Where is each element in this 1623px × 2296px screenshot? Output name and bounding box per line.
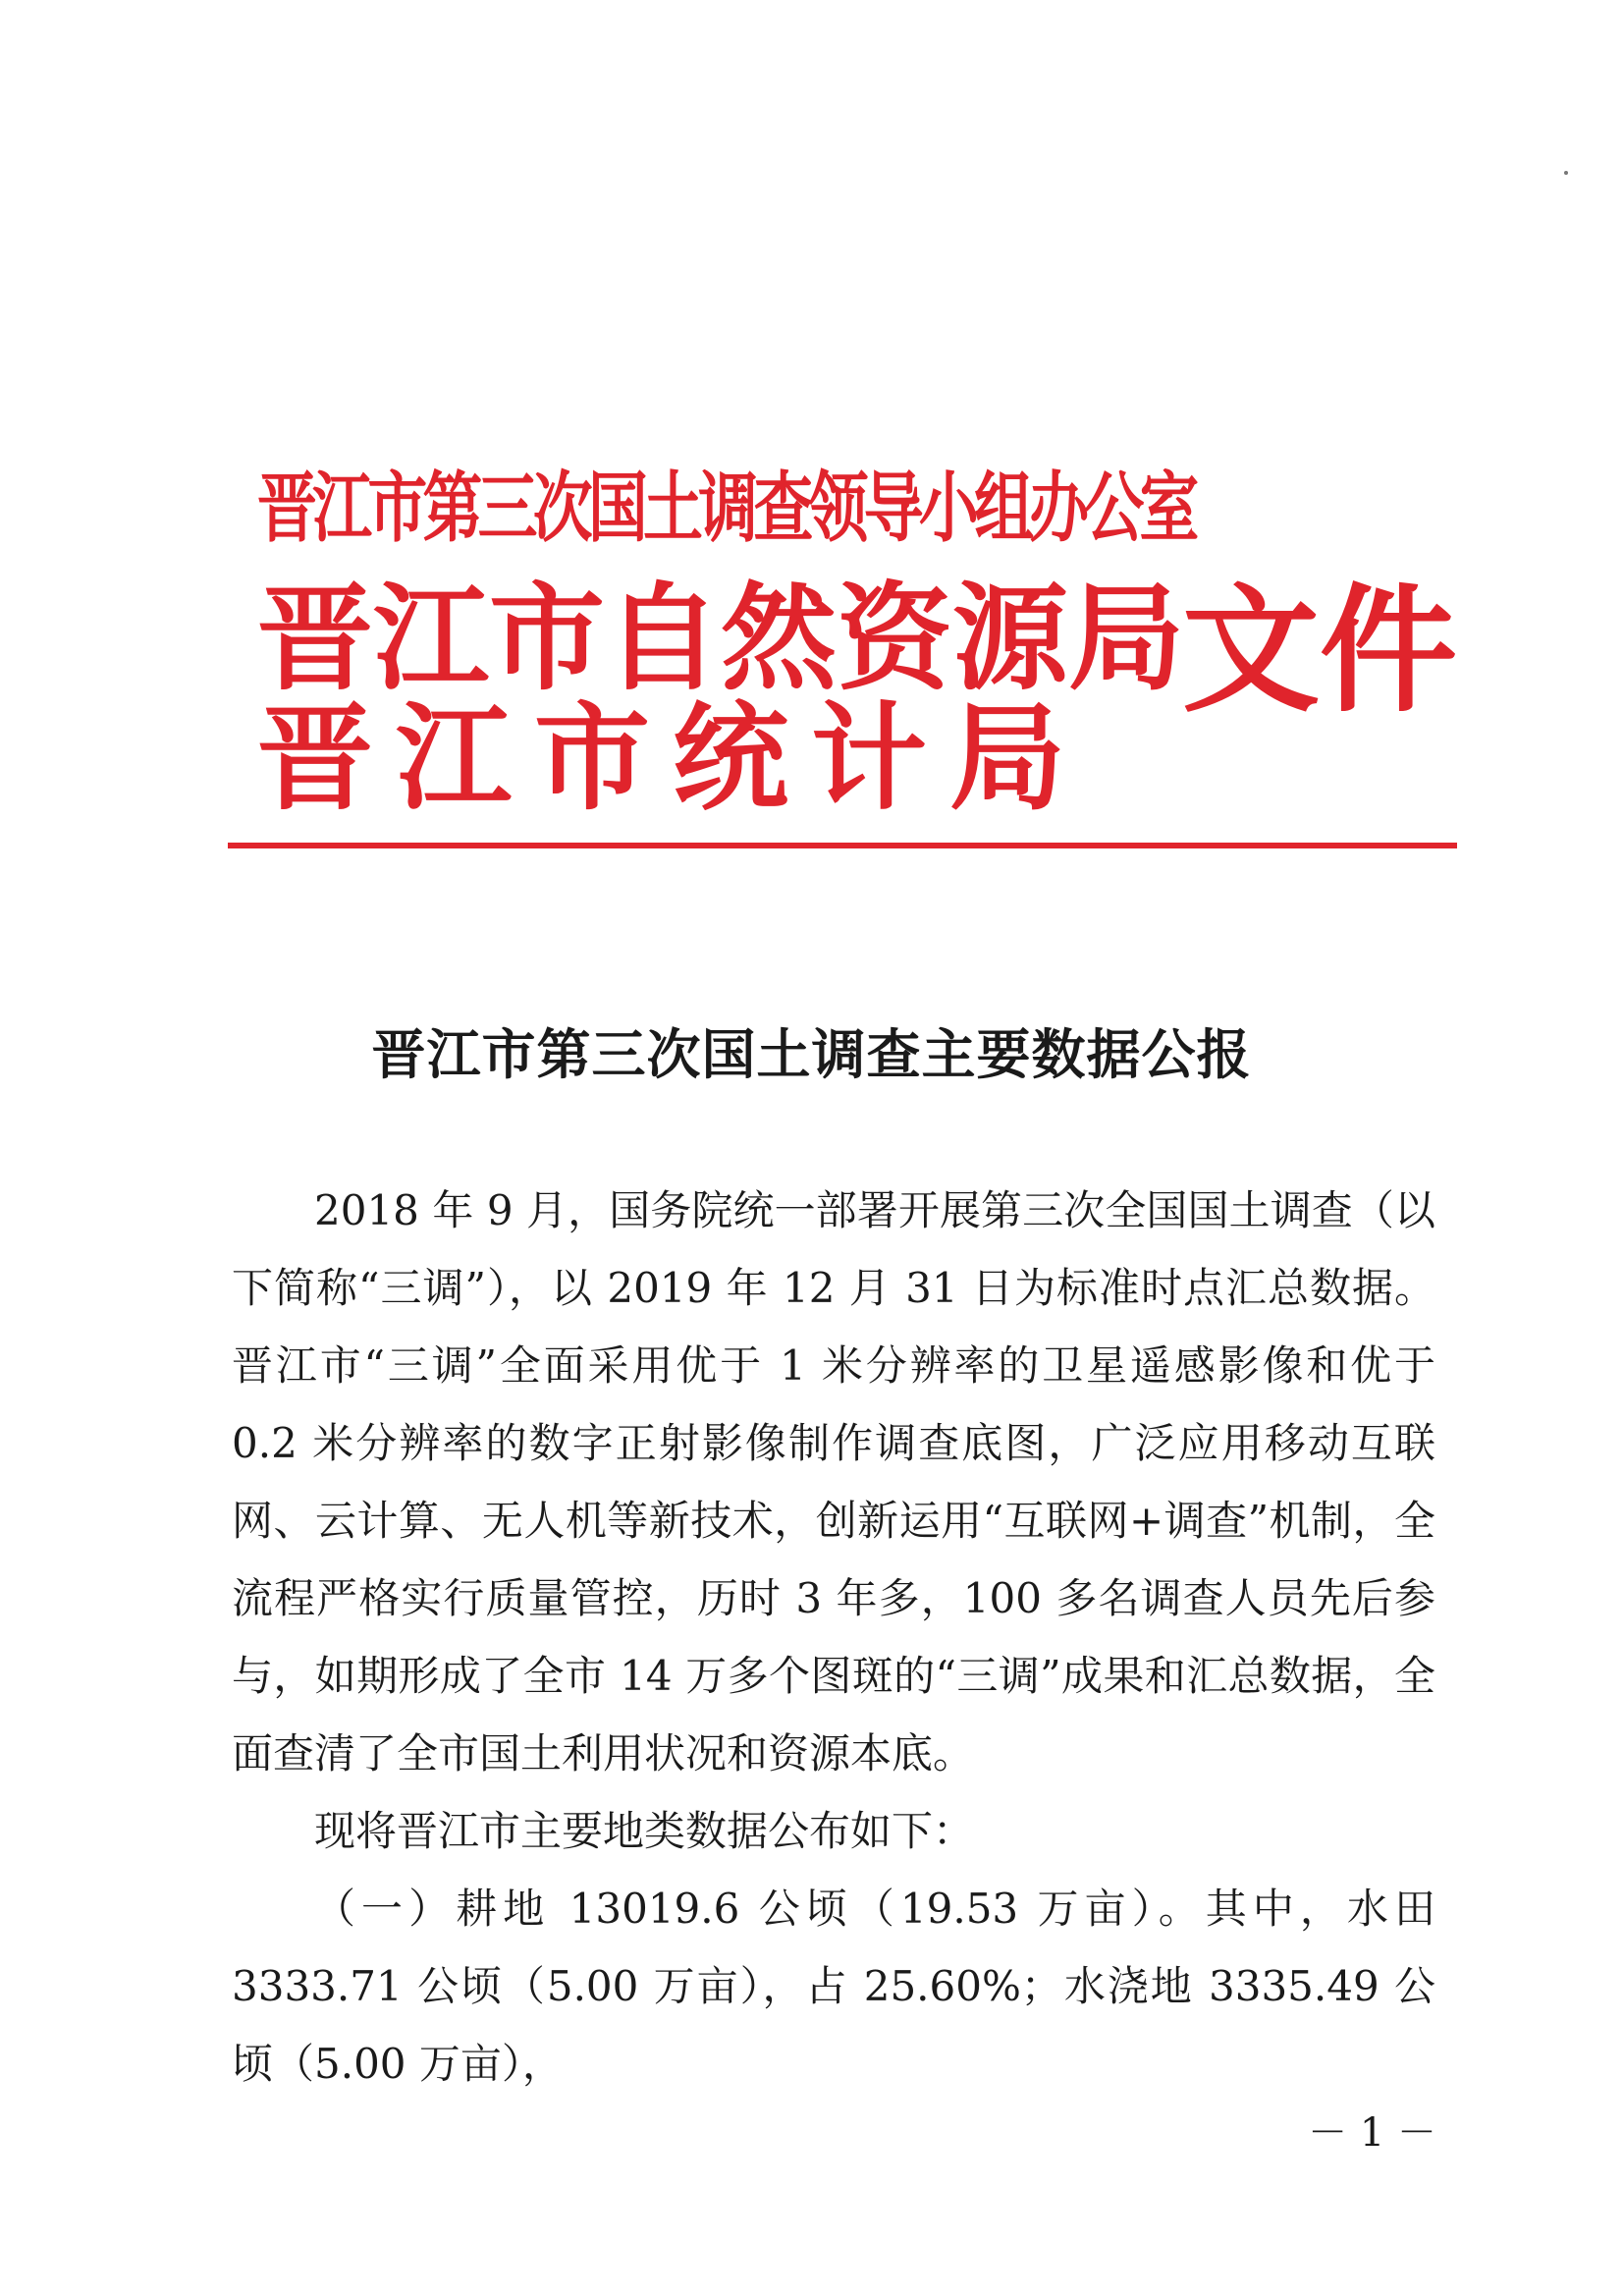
- document-type-label: 文件: [1182, 571, 1458, 732]
- red-header: [257, 447, 1458, 826]
- issuer-statistics-bureau: 晋江市统计局: [257, 689, 1089, 826]
- issuer-natural-resources-bureau: 晋江市自然资源局: [257, 570, 1185, 706]
- page-number: － 1 －: [1308, 2110, 1436, 2156]
- red-divider-line: [228, 843, 1457, 848]
- issuer-leading-group-office: 晋江市第三次国土调查领导小组办公室: [257, 464, 1195, 553]
- scan-speck: [1564, 171, 1568, 175]
- body-paragraph-cultivated-land: （一）耕地 13019.6 公顷（19.53 万亩）。其中，水田 3333.71 公顷（5.00 万亩），占 25.60%；水浇地 3335.49 公顷（5.00 万亩），: [232, 1885, 1435, 2088]
- body-paragraph-announcement: 现将晋江市主要地类数据公布如下：: [314, 1807, 975, 1855]
- document-title: 晋江市第三次国土调查主要数据公报: [371, 1022, 1252, 1086]
- document-body: [232, 1172, 1435, 2103]
- body-paragraph-intro: 2018 年 9 月，国务院统一部署开展第三次全国国土调查（以下简称“三调”），以 2019 年 12 月 31 日为标准时点汇总数据。晋江市“三调”全面采用优于 1 米分辨率的卫星遥感影像和优于 0.2 米分辨率的数字正射影像制作调查底图，广泛应用移动互联网、云计算、无人机等新技术，创新运用“互联网+调查”机制，全流程严格实行质量管控，历时 3 年多，100 多名调查人员先后参与，如期形成了全市 14 万多个图斑的“三调”成果和汇总数据，全面查清了全市国土利用状况和资源本底。: [232, 1186, 1435, 1777]
